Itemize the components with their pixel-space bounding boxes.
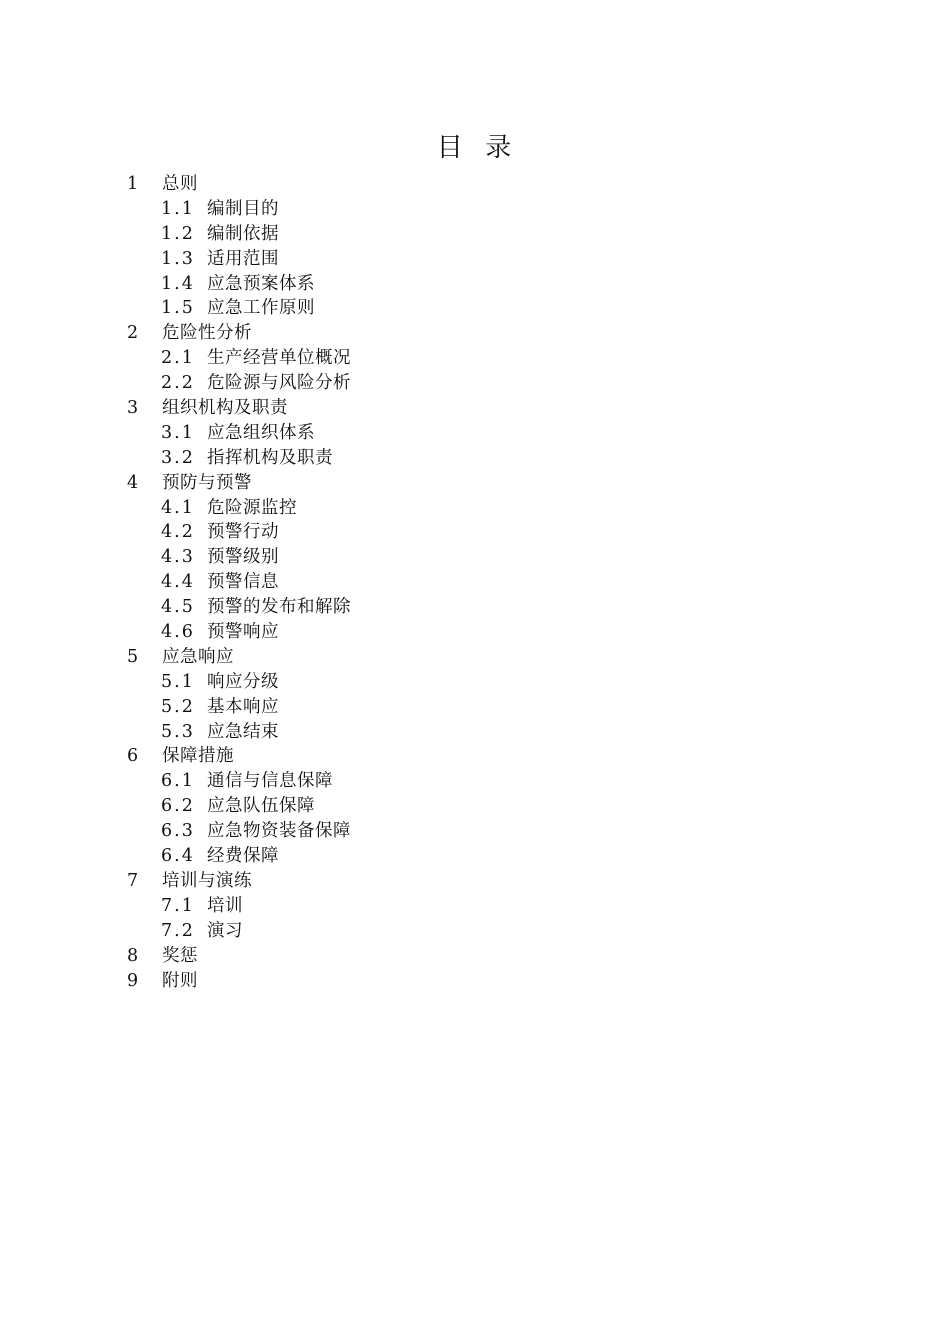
toc-section-entry <box>127 172 827 197</box>
toc-entry-label: 应急队伍保障 <box>207 796 315 817</box>
toc-subsection-entry <box>127 272 827 297</box>
toc-subsection-entry <box>127 222 827 247</box>
toc-subsection-entry <box>127 794 827 819</box>
toc-entry-label: 预警行动 <box>207 522 279 543</box>
toc-subsection-entry <box>127 197 827 222</box>
toc-entry-label: 编制目的 <box>207 198 279 219</box>
toc-entry-number: 9 <box>127 970 141 991</box>
toc-subsection-entry <box>127 421 827 446</box>
toc-entry-number: 1 <box>127 174 141 194</box>
toc-entry-number: 4.3 <box>161 547 195 568</box>
toc-entry-label: 培训与演练 <box>162 870 252 891</box>
toc-subsection-entry <box>127 371 827 396</box>
toc-entry-number: 7.2 <box>161 920 195 941</box>
toc-entry-label: 演习 <box>207 920 243 941</box>
toc-subsection-entry <box>127 919 827 944</box>
toc-entry-number: 6.2 <box>161 796 195 817</box>
toc-entry-label: 危险源监控 <box>207 497 297 518</box>
toc-entry-number: 7 <box>127 870 141 891</box>
toc-entry-number: 8 <box>127 945 141 966</box>
toc-subsection-entry <box>127 720 827 745</box>
toc-entry-label: 预防与预警 <box>162 472 252 493</box>
toc-entry-label: 预警的发布和解除 <box>207 597 351 618</box>
toc-entry-number: 6.1 <box>161 771 195 792</box>
toc-entry-number: 4.5 <box>161 597 195 618</box>
toc-entry-label: 应急组织体系 <box>207 422 315 443</box>
toc-entry-label: 应急响应 <box>162 646 234 667</box>
toc-entry-label: 应急预案体系 <box>207 273 315 294</box>
toc-entry-number: 1.5 <box>161 298 195 319</box>
toc-subsection-entry <box>127 247 827 272</box>
toc-entry-label: 危险性分析 <box>162 323 252 344</box>
toc-subsection-entry <box>127 819 827 844</box>
toc-entry-number: 5 <box>127 646 141 667</box>
toc-entry-number: 4 <box>127 472 141 493</box>
toc-subsection-entry <box>127 446 827 471</box>
toc-entry-label: 经费保障 <box>207 846 279 867</box>
toc-entry-label: 生产经营单位概况 <box>207 348 351 369</box>
toc-section-entry <box>127 969 827 994</box>
toc-entry-number: 5.2 <box>161 696 195 717</box>
toc-entry-label: 适用范围 <box>207 248 279 269</box>
toc-entry-label: 预警信息 <box>207 572 279 593</box>
toc-entry-number: 4.2 <box>161 522 195 543</box>
toc-entry-label: 响应分级 <box>207 671 279 692</box>
toc-section-entry <box>127 645 827 670</box>
toc-subsection-entry <box>127 620 827 645</box>
toc-entry-label: 应急结束 <box>207 721 279 742</box>
toc-entry-number: 1.3 <box>161 248 195 269</box>
toc-section-entry <box>127 321 827 346</box>
toc-entry-number: 3 <box>127 398 141 419</box>
toc-entry-number: 6.4 <box>161 846 195 867</box>
toc-entry-number: 1.2 <box>161 223 195 244</box>
toc-section-entry <box>127 869 827 894</box>
toc-subsection-entry <box>127 545 827 570</box>
toc-entry-label: 总则 <box>162 174 198 194</box>
toc-entry-number: 5.1 <box>161 671 195 692</box>
toc-entry-label: 危险源与风险分析 <box>207 373 351 394</box>
toc-entry-label: 组织机构及职责 <box>162 398 288 419</box>
toc-subsection-entry <box>127 296 827 321</box>
toc-entry-label: 通信与信息保障 <box>207 771 333 792</box>
toc-subsection-entry <box>127 570 827 595</box>
toc-entry-label: 编制依据 <box>207 223 279 244</box>
toc-subsection-entry <box>127 595 827 620</box>
toc-subsection-entry <box>127 695 827 720</box>
toc-entry-number: 4.4 <box>161 572 195 593</box>
toc-entry-number: 2 <box>127 323 141 344</box>
table-of-contents <box>127 172 827 993</box>
toc-entry-label: 应急工作原则 <box>207 298 315 319</box>
toc-entry-number: 6 <box>127 746 141 767</box>
toc-subsection-entry <box>127 769 827 794</box>
toc-entry-number: 1.4 <box>161 273 195 294</box>
toc-entry-number: 3.1 <box>161 422 195 443</box>
toc-entry-number: 3.2 <box>161 447 195 468</box>
toc-subsection-entry <box>127 894 827 919</box>
toc-entry-label: 应急物资装备保障 <box>207 821 351 842</box>
toc-entry-label: 奖惩 <box>162 945 198 966</box>
toc-entry-number: 4.1 <box>161 497 195 518</box>
toc-entry-number: 2.1 <box>161 348 195 369</box>
toc-entry-number: 7.1 <box>161 895 195 916</box>
toc-entry-label: 预警级别 <box>207 547 279 568</box>
toc-subsection-entry <box>127 670 827 695</box>
toc-subsection-entry <box>127 844 827 869</box>
toc-section-entry <box>127 944 827 969</box>
toc-subsection-entry <box>127 346 827 371</box>
toc-entry-label: 基本响应 <box>207 696 279 717</box>
toc-entry-label: 保障措施 <box>162 746 234 767</box>
toc-entry-label: 指挥机构及职责 <box>207 447 333 468</box>
toc-subsection-entry <box>127 520 827 545</box>
toc-entry-label: 预警响应 <box>207 622 279 643</box>
toc-section-entry <box>127 396 827 421</box>
toc-section-entry <box>127 471 827 496</box>
toc-entry-number: 4.6 <box>161 622 195 643</box>
toc-entry-number: 5.3 <box>161 721 195 742</box>
toc-entry-number: 1.1 <box>161 198 195 219</box>
toc-entry-label: 附则 <box>162 970 198 991</box>
toc-entry-label: 培训 <box>207 895 243 916</box>
toc-entry-number: 6.3 <box>161 821 195 842</box>
toc-entry-number: 2.2 <box>161 373 195 394</box>
toc-subsection-entry <box>127 496 827 521</box>
toc-section-entry <box>127 744 827 769</box>
toc-title: 目 录 <box>436 133 514 163</box>
